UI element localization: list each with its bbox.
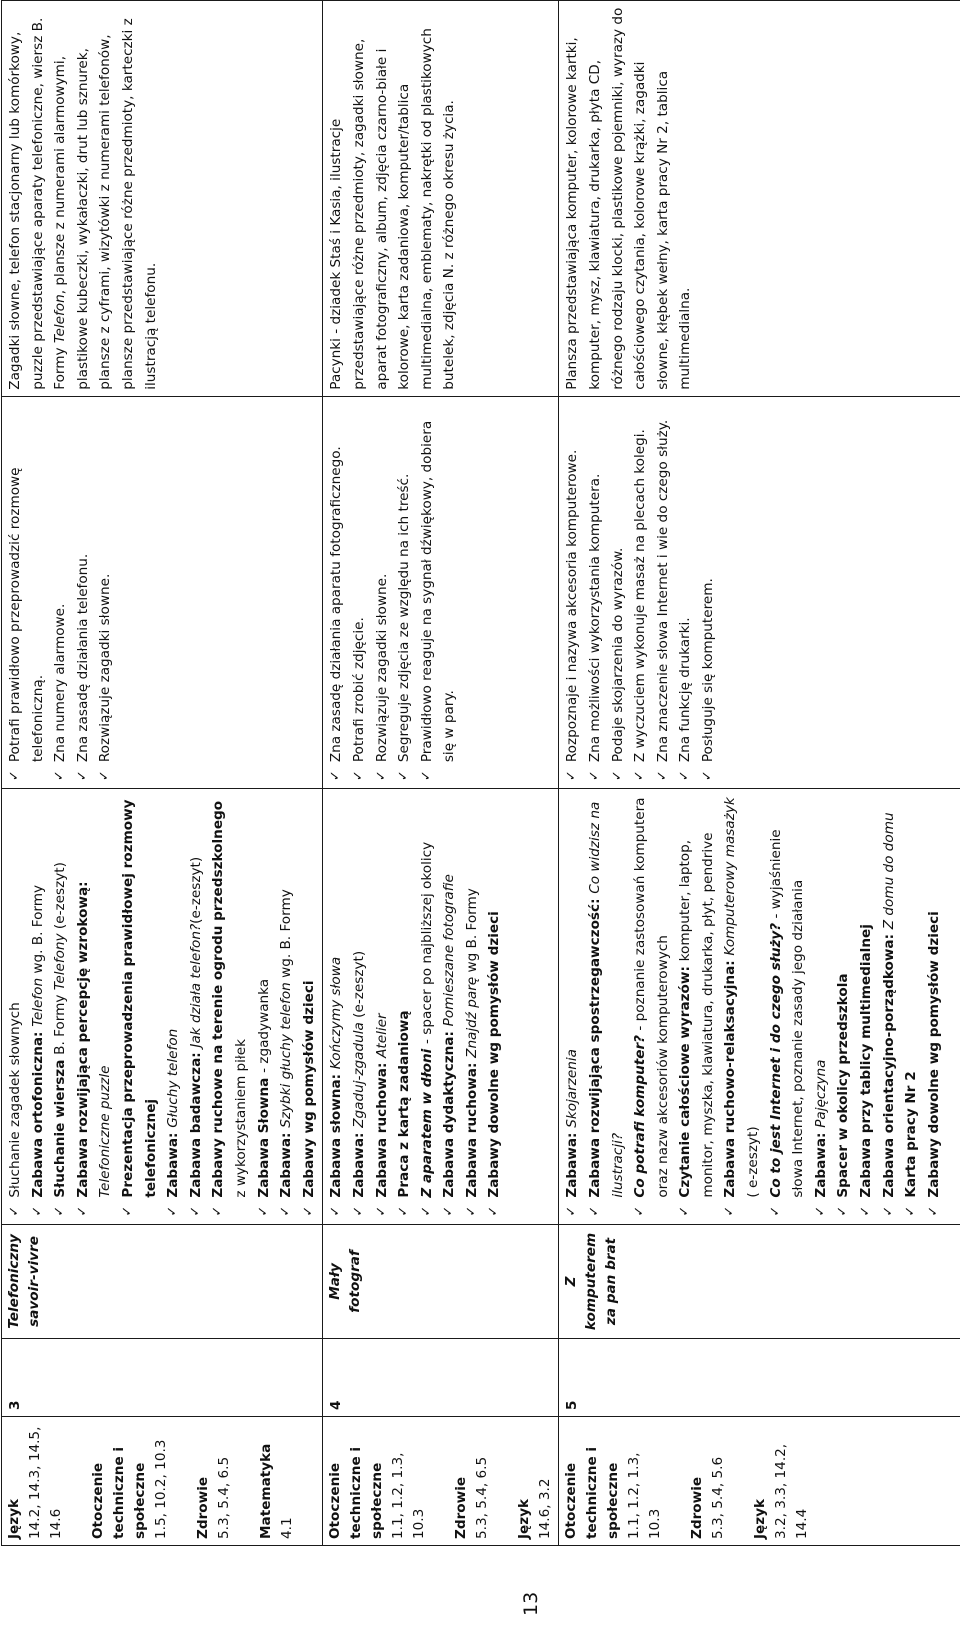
area-block <box>256 1423 298 1539</box>
activity-text: Zabawa Słowna <box>255 1072 272 1198</box>
activity-text: Praca z kartą zadaniową <box>396 1010 413 1198</box>
area-codes: 3.2, 3.3, 14.2, 14.4 <box>773 1443 811 1539</box>
outcome-item: ✓ Zna numery alarmowe. <box>49 403 72 782</box>
activity-text: komputer, laptop, monitor, myszka, klawiatura, drukarka, płyt, pendrive <box>677 832 716 1198</box>
outcome-item: ✓ Rozpoznaje i nazywa akcesoria komputerowe. <box>561 403 584 782</box>
activity-text: Zabawa ruchowa: <box>463 1057 480 1198</box>
area-block <box>561 1423 666 1539</box>
areas-cell <box>2 1416 323 1545</box>
activity-text: Zabawa: <box>278 1127 295 1198</box>
activity-text: ( e-zeszyt) <box>745 1126 762 1198</box>
activity-text: Zabawy wg pomysłów dzieci <box>300 980 317 1198</box>
area-block <box>325 1423 430 1539</box>
activity-text: Telefon <box>29 973 46 1027</box>
page-number: 13 <box>520 1591 542 1616</box>
activity-text: Znajdź parę <box>463 976 480 1058</box>
area-block <box>193 1423 235 1539</box>
area-block <box>88 1423 172 1539</box>
table-row <box>2 1 323 1546</box>
activity-item <box>765 795 810 1217</box>
area-name: Otoczenie techniczne i społeczne <box>327 1446 386 1539</box>
activity-item <box>393 795 416 1217</box>
activity-text: Skojarzenia <box>564 1049 581 1128</box>
activity-item <box>325 795 348 1217</box>
activities-cell <box>559 789 960 1224</box>
lesson-number: 5 <box>559 1339 960 1417</box>
activity-item <box>4 795 27 1217</box>
outcome-item: ✓ Rozwiązuje zagadki słowne. <box>371 403 394 782</box>
activity-text: Słuchanie wiersza <box>52 1054 69 1198</box>
materials-segment: Pacynki - dziadek Staś i Kasia, ilustracje przedstawiające różne przedmioty, zagadki słowne, aparat fotograficzny, album, zdjęcia czarno-białe i kolorowe, karta zadaniowa, komputer/tablica multimedialna, emblematy, nakrętki od plastikowych butelek, zdjęcia N. z różnego okresu życia. <box>328 28 458 390</box>
activity-text: Zabawy dowolne wg pomysłów dzieci <box>486 911 503 1198</box>
lesson-number: 4 <box>323 1339 559 1417</box>
area-codes: 1.1, 1.2, 1.3, 10.3 <box>626 1452 664 1539</box>
area-codes: 4.1 <box>279 1517 295 1539</box>
outcome-item: ✓ Zna zasadę działania telefonu. <box>72 403 95 782</box>
activity-item <box>810 795 833 1217</box>
activity-text: Zabawa dydaktyczna: <box>441 1026 458 1198</box>
activity-item <box>49 795 72 1217</box>
activity-text: Głuchy telefon <box>165 1028 182 1128</box>
activity-text: Zabawa ruchowa: <box>373 1057 390 1198</box>
activity-text: Zabawa rozwijająca percepcję wzrokową: <box>74 881 91 1198</box>
area-codes: 14.6, 3.2 <box>537 1478 554 1539</box>
activity-item <box>483 795 506 1217</box>
activity-item <box>629 795 674 1217</box>
activity-text: Czytanie całościowe wyrazów: <box>677 961 694 1198</box>
lesson-plan-table <box>1 0 960 1546</box>
outcome-item: ✓ Potrafi prawidłowo przeprowadzić rozmowę telefoniczną. <box>4 403 49 782</box>
activity-text: Zabawa ortofoniczna: <box>29 1026 46 1198</box>
activity-item <box>371 795 394 1217</box>
activity-text: - wyjaśnienie słowa Internet, poznanie zasady jego działania <box>767 829 807 1198</box>
areas-cell <box>323 1416 559 1545</box>
area-block <box>451 1423 493 1539</box>
activity-item <box>348 795 371 1217</box>
activity-text: Atelier <box>373 1013 390 1058</box>
outcomes-cell <box>323 396 559 788</box>
activity-text: Z domu do domu <box>880 812 897 930</box>
materials-cell <box>323 1 559 397</box>
lesson-plan-body <box>2 1 960 1546</box>
area-block <box>750 1423 813 1539</box>
activity-item <box>298 795 321 1217</box>
activity-text: B. Formy <box>52 990 69 1055</box>
activity-item <box>275 795 298 1217</box>
activity-text: Zabawa ruchowo-relaksacyjna: <box>722 955 739 1198</box>
activity-text: Jak działa telefon? <box>187 923 204 1048</box>
activity-item <box>162 795 185 1217</box>
area-block <box>514 1423 556 1539</box>
activity-text: Zabawy dowolne wg pomysłów dzieci <box>925 911 942 1198</box>
activity-text: Zabawa rozwijająca spostrzegawczość: <box>586 893 603 1198</box>
activities-cell <box>2 789 323 1224</box>
materials-text <box>325 7 461 390</box>
outcomes-cell <box>2 396 323 788</box>
activity-item <box>923 795 946 1217</box>
activity-text: - spacer po najbliższej okolicy <box>418 841 435 1044</box>
table-row <box>559 1 960 1546</box>
activity-item <box>27 795 50 1217</box>
outcome-item: ✓ Zna znaczenie słowa Internet i wie do czego służy. <box>652 403 675 782</box>
area-block <box>4 1423 67 1539</box>
activity-text: wg B. Formy <box>463 888 480 977</box>
activity-text: wg. B. Formy <box>278 889 295 978</box>
activity-text: Zabawa: <box>350 1127 367 1198</box>
activity-item <box>561 795 584 1217</box>
activities-cell <box>323 789 559 1224</box>
materials-cell <box>559 1 960 397</box>
activity-item <box>207 795 252 1217</box>
outcome-item: ✓ Podaje skojarzenia do wyrazów. <box>607 403 630 782</box>
area-codes: 1.1, 1.2, 1.3, 10.3 <box>390 1452 428 1539</box>
area-codes: 5.3, 5.4, 6.5 <box>474 1456 491 1539</box>
activity-text: Telefony <box>52 933 69 991</box>
lesson-topic: Mały fotograf <box>323 1224 559 1339</box>
lesson-topic: Telefoniczny savoir-vivre <box>2 1224 323 1339</box>
area-name: Język <box>6 1498 22 1539</box>
outcome-item: ✓ Z wyczuciem wykonuje masaż na plecach kolegi. <box>629 403 652 782</box>
area-name: Otoczenie techniczne i społeczne <box>90 1446 148 1539</box>
outcome-item: ✓ Zna zasadę działania aparatu fotograficznego. <box>325 403 348 782</box>
activity-text: Spacer w okolicy przedszkola <box>835 973 852 1198</box>
activity-text: Szybki głuchy telefon <box>278 977 295 1128</box>
table-row <box>323 1 559 1546</box>
activity-text: - poznanie zastosowań komputera oraz nazw akcesoriów komputerowych <box>632 797 671 1198</box>
activity-text: Pajęczyna <box>812 1059 829 1128</box>
activity-text: Pomieszane fotografie <box>441 874 458 1027</box>
activity-text: Telefoniczne puzzle <box>97 1065 114 1198</box>
outcome-item: ✓ Posługuje się komputerem. <box>697 403 720 782</box>
activity-text: Zabawa przy tablicy multimedialnej <box>858 924 875 1198</box>
activity-item <box>72 795 117 1217</box>
activity-text: Z aparatem w dłoni <box>418 1043 435 1198</box>
activity-text: Co to jest Internet i do czego służy? <box>767 922 784 1198</box>
outcome-item: ✓ Zna możliwości wykorzystania komputera. <box>584 403 607 782</box>
activity-text: Zabawa orientacyjno-porządkowa: <box>880 929 897 1198</box>
area-name: Otoczenie techniczne i społeczne <box>563 1446 622 1539</box>
area-block <box>687 1423 729 1539</box>
activity-item <box>674 795 719 1217</box>
activity-text: Zabawa: <box>165 1127 182 1198</box>
materials-cell <box>2 1 323 397</box>
materials-segment: Telefon <box>52 294 69 344</box>
area-name: Język <box>752 1498 769 1539</box>
materials-text <box>561 7 697 390</box>
activity-text: (e-zeszyt) <box>52 862 69 934</box>
area-codes: 5.3, 5.4, 6.5 <box>216 1456 232 1539</box>
outcome-item: ✓ Zna funkcję drukarki. <box>674 403 697 782</box>
outcomes-cell <box>559 396 960 788</box>
outcome-item: ✓ Rozwiązuje zagadki słowne. <box>94 403 117 782</box>
activity-text: z wykorzystaniem piłek <box>232 1038 249 1198</box>
activity-item <box>416 795 439 1217</box>
area-name: Język <box>516 1498 533 1539</box>
activity-item <box>584 795 629 1217</box>
outcome-item: ✓ Segreguje zdjęcia ze względu na ich treść. <box>393 403 416 782</box>
materials-segment: Plansza przedstawiająca komputer, kolorowe kartki, komputer, mysz, klawiatura, drukarka, płyta CD, różnego rodzaju klocki, plastikowe pojemniki, wyrazy do całościowego czytania, kolorowe krążki, zagadki słowne, kłębek wełny, karta pracy Nr 2, tablica multimedialna. <box>564 7 694 390</box>
materials-segment: Zagadki słowne, telefon stacjonarny lub komórkowy, puzzle przedstawiające aparaty telefoniczne, wiersz B. Formy <box>7 17 69 390</box>
areas-cell <box>559 1416 960 1545</box>
area-codes: 5.3, 5.4, 5.6 <box>710 1456 727 1539</box>
lesson-topic: Z komputerem za pan brat <box>559 1224 960 1339</box>
activity-text: (e-zeszyt) <box>350 950 367 1023</box>
area-name: Zdrowie <box>453 1476 470 1539</box>
activity-text: Co potrafi komputer? <box>632 1034 649 1198</box>
area-name: Zdrowie <box>195 1476 211 1539</box>
activity-text: - zgadywanka <box>255 978 272 1073</box>
activity-text: Komputerowy masażyk <box>722 797 739 956</box>
activity-text: Zabawa słowna: <box>328 1069 345 1198</box>
activity-item <box>855 795 878 1217</box>
activity-text: (e-zeszyt) <box>187 856 204 924</box>
area-codes: 14.2, 14.3, 14.5, 14.6 <box>27 1426 64 1539</box>
area-name: Matematyka <box>258 1443 274 1539</box>
activity-item <box>117 795 162 1217</box>
materials-text <box>4 7 162 390</box>
activity-item <box>253 795 276 1217</box>
activity-item <box>832 795 855 1217</box>
activity-item <box>878 795 901 1217</box>
activity-text: Zabawa: <box>564 1127 581 1198</box>
activity-text: wg. B. Formy <box>29 884 46 974</box>
activity-item <box>438 795 461 1217</box>
activity-text: Słuchanie zagadek słownych <box>7 1002 23 1198</box>
activity-text: Zabawy ruchowe na terenie ogrodu przedszkolnego <box>210 800 227 1198</box>
activity-text: Zabawa badawcza: <box>187 1047 204 1198</box>
materials-segment: , plansze z numerami alarmowymi, plastikowe kubeczki, wykałaczki, drut lub sznurek, plansze z cyframi, wizytówki z numerami telefonów, plansze przedstawiające różne przedmioty, karteczki z ilustracją telefonu. <box>52 18 159 390</box>
lesson-number: 3 <box>2 1339 323 1417</box>
activity-text: Co widzisz na ilustracji? <box>586 801 626 1198</box>
outcome-item: ✓ Potrafi zrobić zdjęcie. <box>348 403 371 782</box>
area-name: Zdrowie <box>689 1476 706 1539</box>
activity-text: Zabawa: <box>812 1127 829 1198</box>
activity-item <box>900 795 923 1217</box>
activity-text: Karta pracy Nr 2 <box>903 1071 920 1198</box>
activity-item <box>461 795 484 1217</box>
activity-item <box>185 795 208 1217</box>
activity-text: Prezentacja przeprowadzenia prawidłowej rozmowy telefonicznej <box>119 799 159 1198</box>
activity-text: Zgaduj-zgadula <box>350 1022 367 1128</box>
activity-text: Kończymy słowa <box>328 956 345 1070</box>
outcome-item: ✓ Prawidłowo reaguje na sygnał dźwiękowy, dobiera się w pary. <box>416 403 461 782</box>
area-codes: 1.5, 10.2, 10.3 <box>153 1439 169 1539</box>
activity-item <box>719 795 764 1217</box>
